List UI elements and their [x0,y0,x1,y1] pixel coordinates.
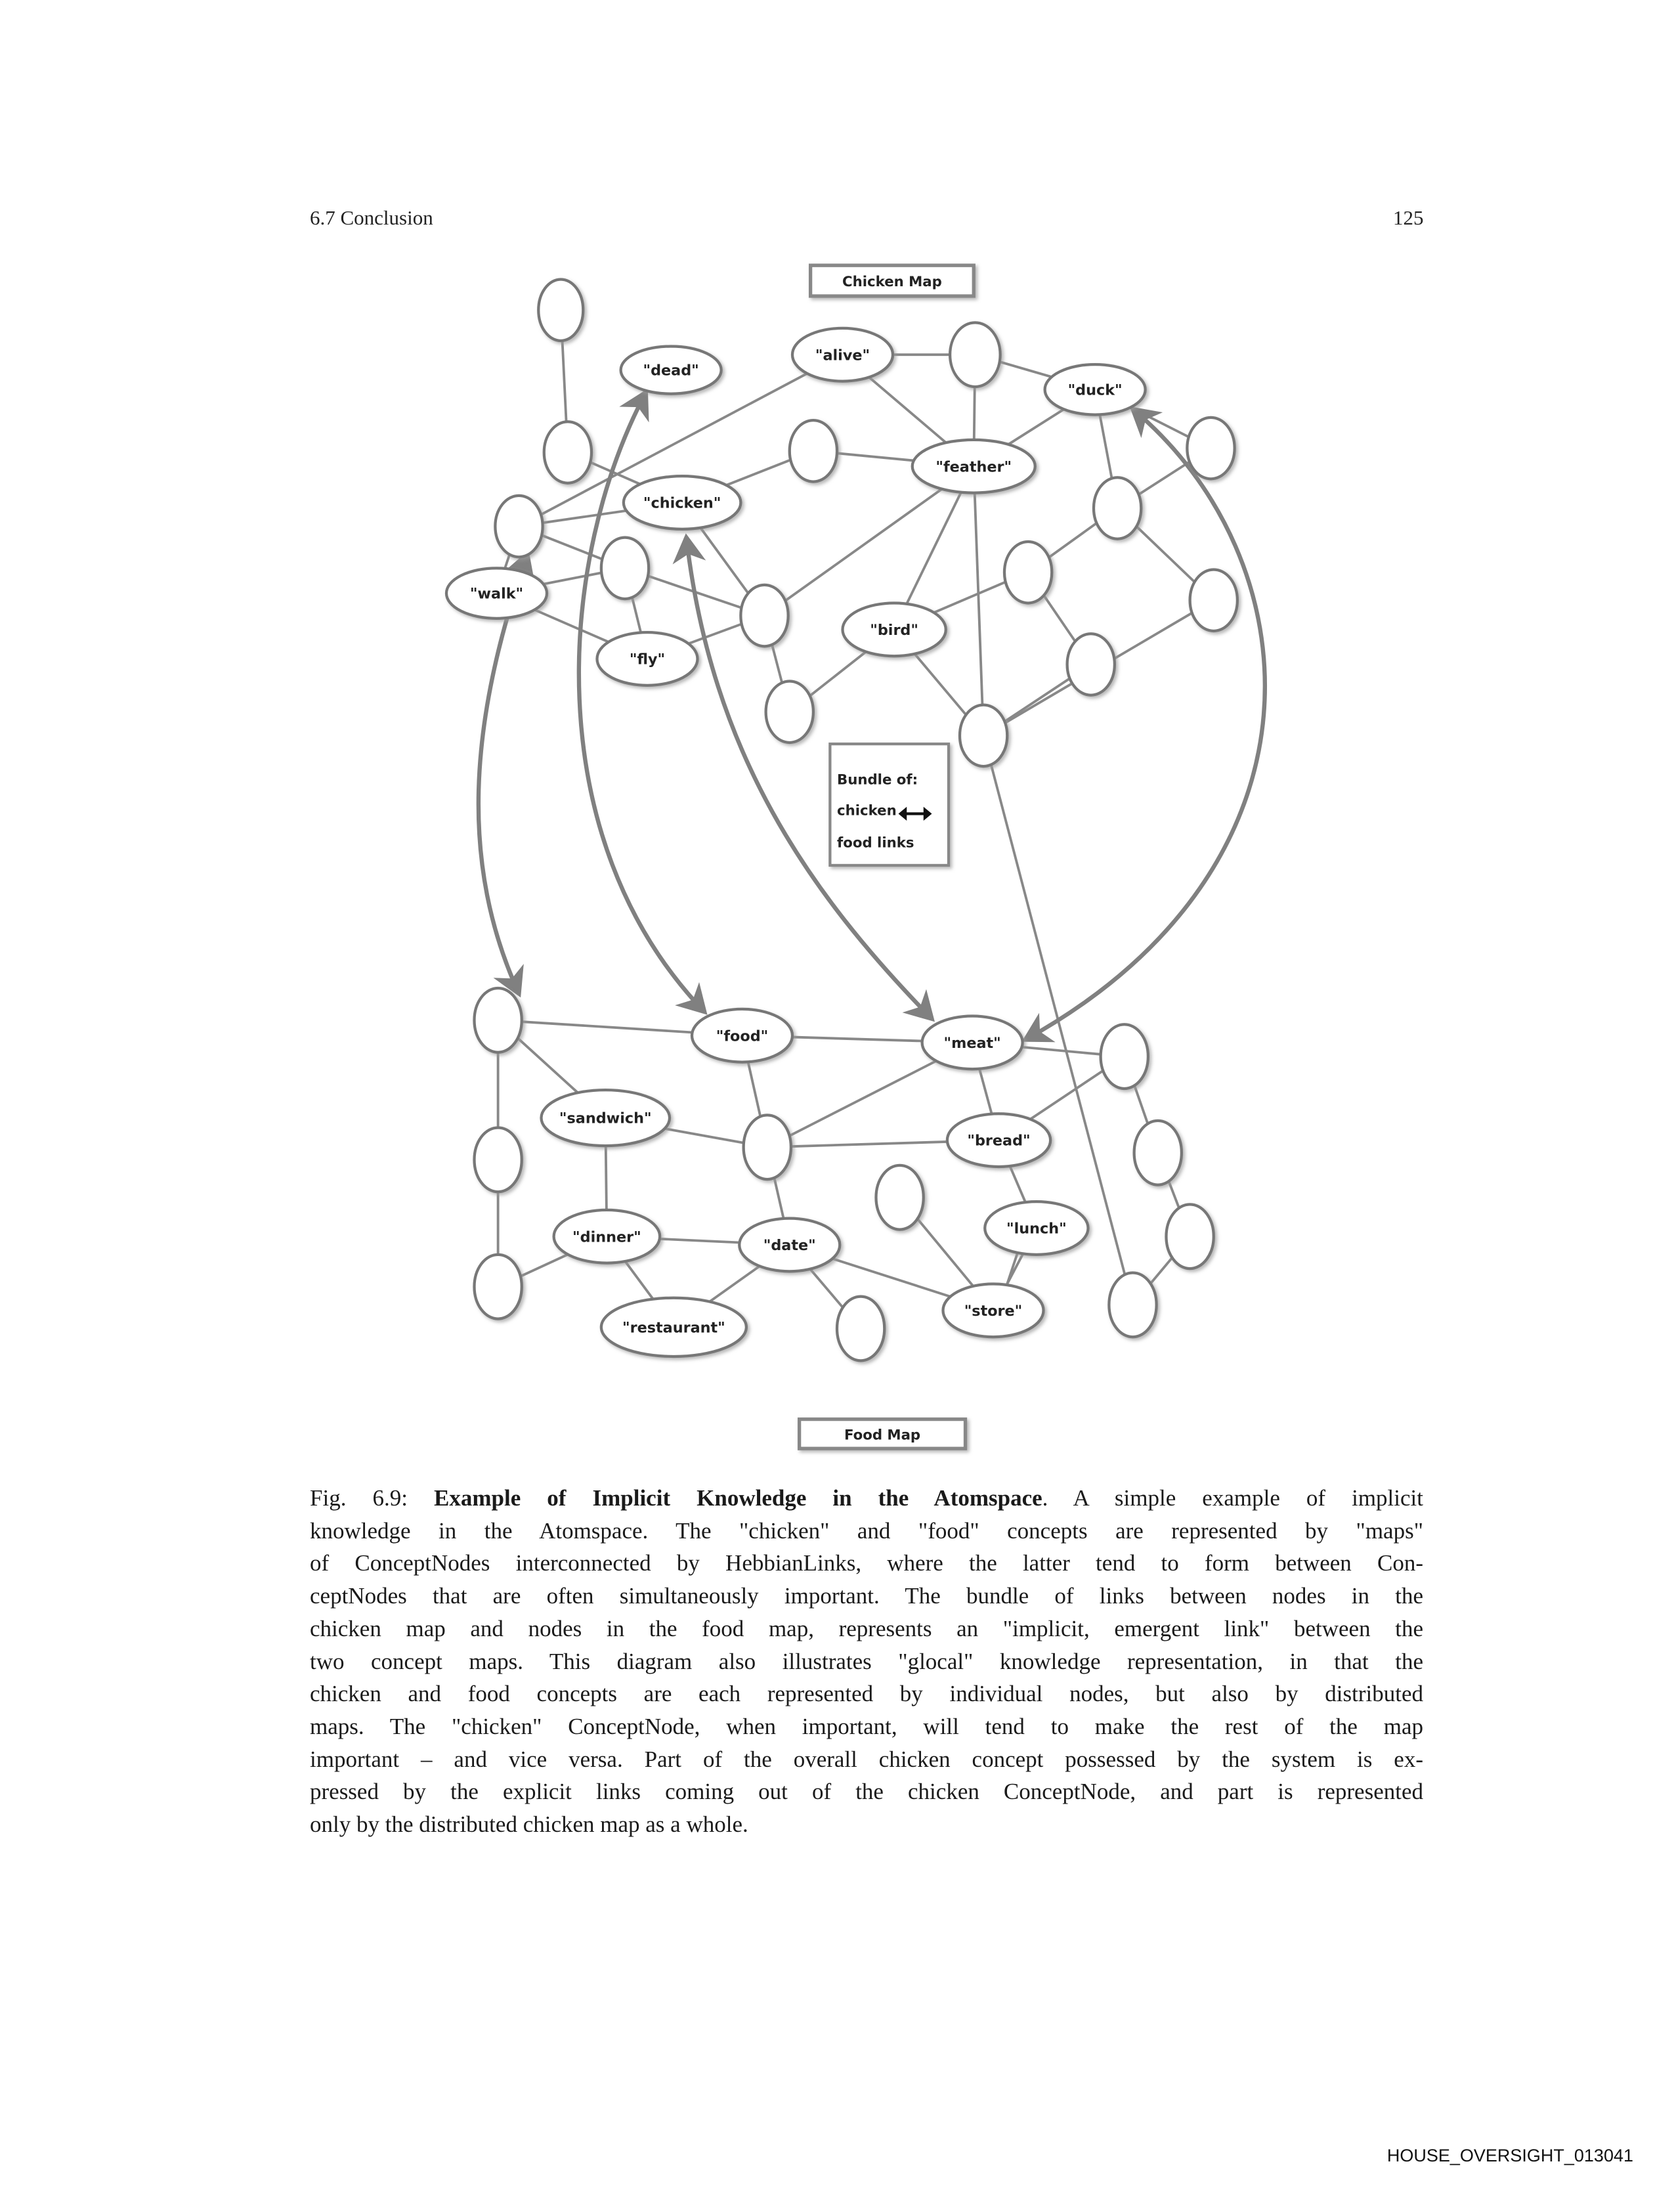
node-label: "dead" [643,362,699,380]
concept-node-store [943,1284,1044,1337]
node-shape [744,1115,791,1179]
link-feather-c14 [974,466,983,735]
unlabeled-node [744,1115,791,1179]
figure-label: Fig. 6.9: [310,1485,435,1511]
unlabeled-node [475,1127,522,1192]
concept-node-alive [792,328,893,381]
caption-line: chicken and food concepts are each represented by individual nodes, but also by distributed [310,1681,1423,1707]
node-label: "date" [763,1237,816,1255]
caption-line: only by the distributed chicken map as a whole. [310,1811,748,1838]
node-shape [475,1127,522,1192]
node-label: "fly" [629,651,666,668]
caption-line: maps. The "chicken" ConceptNode, when important, will tend to make the rest of the map [310,1713,1423,1739]
concept-node-food [692,1009,792,1062]
figure-caption [310,1482,1423,1841]
node-shape [544,422,591,483]
node-shape [790,420,837,482]
node-label: "restaurant" [622,1319,725,1337]
unlabeled-node [876,1165,924,1230]
unlabeled-node [1109,1272,1156,1337]
unlabeled-node [544,422,591,483]
caption-line: pressed by the explicit links coming out of the chicken ConceptNode, and part is represented [310,1779,1423,1805]
caption-line [310,1482,1423,1515]
unlabeled-node [601,538,649,599]
node-shape [475,1255,522,1319]
node-label: "dinner" [572,1228,641,1246]
concept-node-chicken [624,476,741,529]
node-shape [1101,1024,1148,1089]
node-shape [538,279,583,341]
unlabeled-node [960,705,1007,767]
unlabeled-node [837,1297,884,1361]
legend-line: food links [837,835,914,852]
unlabeled-node [950,322,1000,387]
unlabeled-node [766,681,813,743]
concept-node-dinner [554,1210,660,1263]
chicken-map-label [811,265,974,296]
unlabeled-node [538,279,583,341]
node-label: "bread" [967,1132,1031,1150]
node-label: "store" [964,1302,1023,1320]
concept-node-meat [922,1016,1023,1069]
concept-node-walk [446,568,547,618]
unlabeled-node [1094,477,1141,539]
node-shape [1187,418,1234,479]
concept-node-sandwich [542,1090,670,1146]
caption-line: knowledge in the Atomspace. The "chicken" and "food" concepts are represented by "maps" [310,1517,1423,1544]
unlabeled-node [1067,634,1115,695]
node-shape [495,496,542,557]
unlabeled-node [1190,569,1237,631]
node-label: "alive" [815,347,870,364]
unlabeled-node [495,496,542,557]
arrow-walk-area-to-food-map [479,554,527,993]
arrow-duck-to-meat [1025,409,1265,1040]
concept-node-bird [843,603,946,656]
node-shape [960,705,1007,767]
node-shape [601,538,649,599]
node-label: "chicken" [643,494,721,512]
concept-node-duck [1045,364,1146,415]
concept-node-fly [597,632,698,685]
node-shape [1109,1272,1156,1337]
node-label: "feather" [935,458,1012,476]
node-shape [1167,1204,1214,1269]
concept-node-lunch [985,1202,1088,1255]
unlabeled-node [1134,1121,1182,1185]
food-map-title: Food Map [844,1427,921,1444]
node-label: "duck" [1067,381,1123,399]
node-shape [1134,1121,1182,1185]
figure-title: Example of Implicit Knowledge in the Atomspace [434,1485,1042,1511]
node-label: "sandwich" [559,1110,652,1127]
node-shape [950,322,1000,387]
node-shape [1067,634,1115,695]
node-shape [1004,542,1052,603]
document-stamp: HOUSE_OVERSIGHT_013041 [1386,2146,1633,2165]
node-label: "meat" [943,1034,1001,1052]
node-shape [1094,477,1141,539]
node-shape [837,1297,884,1361]
legend-box [830,744,949,865]
legend-line: Bundle of: [837,771,918,789]
legend-line: chicken [837,802,897,819]
unlabeled-node [1187,418,1234,479]
concept-node-date [739,1219,840,1272]
unlabeled-node [790,420,837,482]
caption-line: important – and vice versa. Part of the overall chicken concept possessed by the system is ex- [310,1746,1423,1772]
node-shape [1190,569,1237,631]
unlabeled-node [740,585,788,647]
unlabeled-node [475,988,522,1052]
caption-line: ceptNodes that are often simultaneously important. The bundle of links between nodes in the [310,1583,1423,1609]
unlabeled-node [1101,1024,1148,1089]
concept-node-dead [621,346,721,393]
node-shape [475,988,522,1052]
node-shape [740,585,788,647]
concept-node-bread [947,1114,1050,1167]
food-map-label [800,1420,966,1449]
unlabeled-node [475,1255,522,1319]
running-header-section: 6.7 Conclusion [310,206,433,229]
node-label: "bird" [870,621,919,639]
caption-line: chicken map and nodes in the food map, represents an "implicit, emergent link" between the [310,1615,1423,1641]
node-label: "food" [716,1028,769,1045]
node-shape [766,681,813,743]
caption-line: of ConceptNodes interconnected by HebbianLinks, where the latter tend to form between Con- [310,1550,1423,1576]
caption-line: two concept maps. This diagram also illustrates "glocal" knowledge representation, in that the [310,1648,1423,1674]
node-label: "lunch" [1006,1220,1067,1238]
unlabeled-node [1004,542,1052,603]
concept-node-feather [912,440,1035,493]
node-label: "walk" [469,585,524,603]
chicken-map-title: Chicken Map [842,274,942,291]
page-number: 125 [1393,206,1424,229]
concept-node-restaurant [601,1298,746,1356]
caption-text: . A simple example of implicit [1042,1485,1423,1511]
node-shape [876,1165,924,1230]
unlabeled-node [1167,1204,1214,1269]
